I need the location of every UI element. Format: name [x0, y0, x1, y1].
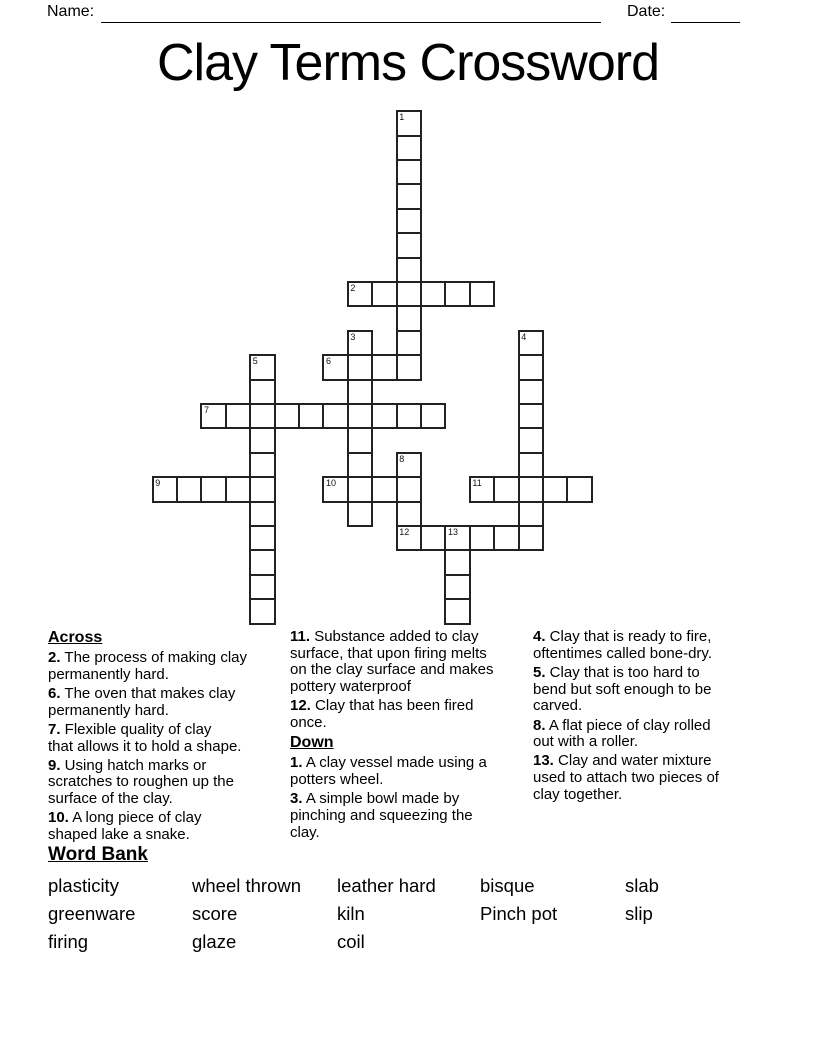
grid-cell[interactable]: [200, 476, 226, 502]
clue-number: 9.: [48, 756, 61, 774]
cell-number: 6: [325, 356, 331, 367]
cell-number: 8: [399, 453, 405, 464]
word-bank-item: kiln: [337, 903, 365, 924]
crossword-grid: [152, 110, 594, 625]
grid-cell[interactable]: [347, 452, 373, 478]
grid-cell[interactable]: [469, 525, 495, 551]
grid-cell[interactable]: [371, 476, 397, 502]
grid-cell[interactable]: [566, 476, 592, 502]
grid-cell[interactable]: [518, 354, 544, 380]
cell-number: 2: [350, 283, 356, 294]
grid-cell[interactable]: [518, 330, 544, 356]
grid-cell[interactable]: [396, 183, 422, 209]
grid-cell[interactable]: [249, 501, 275, 527]
grid-cell[interactable]: [249, 476, 275, 502]
grid-cell[interactable]: [542, 476, 568, 502]
grid-cell[interactable]: [249, 403, 275, 429]
word-bank-item: coil: [337, 931, 365, 952]
clue: 13. Clay and water mixture used to attach two pieces of clay together.: [533, 752, 719, 803]
word-bank-item: slip: [625, 903, 653, 924]
grid-cell[interactable]: [396, 354, 422, 380]
clue-number: 10.: [48, 809, 69, 827]
clue-number: 13.: [533, 752, 554, 770]
name-line[interactable]: [101, 7, 601, 23]
grid-cell[interactable]: [322, 476, 348, 502]
clue-list-heading-across: Across: [48, 629, 103, 646]
clue: 12. Clay that has been fired once.: [290, 697, 474, 732]
grid-cell[interactable]: [347, 427, 373, 453]
clue: 3. A simple bowl made by pinching and squeezing the clay.: [290, 790, 473, 841]
grid-cell[interactable]: [396, 281, 422, 307]
clue-number: 12.: [290, 697, 311, 715]
cell-number: 12: [399, 527, 410, 538]
grid-cell[interactable]: [518, 476, 544, 502]
grid-cell[interactable]: [396, 452, 422, 478]
grid-cell[interactable]: [420, 525, 446, 551]
grid-cell[interactable]: [518, 452, 544, 478]
clue: 11. Substance added to clay surface, that upon firing melts on the clay surface and makes pottery waterproof: [290, 628, 494, 696]
word-bank-item: leather hard: [337, 875, 436, 896]
grid-cell[interactable]: [371, 403, 397, 429]
clue: 2. The process of making clay permanently hard.: [48, 649, 247, 683]
clue: 7. Flexible quality of clay that allows it to hold a shape.: [48, 720, 242, 755]
cell-number: 13: [447, 527, 458, 538]
clues-column-middle: [290, 629, 532, 844]
grid-cell[interactable]: [152, 476, 178, 502]
date-line[interactable]: [671, 7, 740, 23]
grid-cell[interactable]: [249, 574, 275, 600]
grid-cell[interactable]: [420, 281, 446, 307]
grid-cell[interactable]: [347, 281, 373, 307]
clue: 5. Clay that is too hard to bend but soft enough to be carved.: [533, 663, 712, 715]
grid-cell[interactable]: [347, 354, 373, 380]
grid-cell[interactable]: [322, 354, 348, 380]
grid-cell[interactable]: [396, 208, 422, 234]
grid-cell[interactable]: [176, 476, 202, 502]
grid-cell[interactable]: [444, 281, 470, 307]
cell-number: 9: [155, 478, 161, 489]
grid-cell[interactable]: [225, 476, 251, 502]
word-bank-list: [48, 874, 770, 955]
grid-cell[interactable]: [347, 330, 373, 356]
word-bank-item: score: [192, 903, 238, 924]
word-bank-item: bisque: [480, 875, 535, 896]
clue-number: 2.: [48, 649, 61, 666]
word-bank-item: slab: [625, 875, 659, 896]
grid-cell[interactable]: [469, 281, 495, 307]
clue-list-heading-down: Down: [290, 734, 334, 752]
grid-cell[interactable]: [396, 476, 422, 502]
clue-number: 11.: [290, 628, 311, 645]
grid-cell[interactable]: [518, 427, 544, 453]
clue-number: 3.: [290, 790, 303, 808]
grid-cell[interactable]: [322, 403, 348, 429]
grid-cell[interactable]: [396, 305, 422, 331]
grid-cell[interactable]: [444, 574, 470, 600]
grid-cell[interactable]: [518, 525, 544, 551]
word-bank-item: glaze: [192, 931, 237, 952]
clues-column-right: [533, 629, 775, 806]
grid-cell[interactable]: [444, 549, 470, 575]
grid-cell[interactable]: [396, 257, 422, 283]
grid-cell[interactable]: [493, 476, 519, 502]
cell-number: 4: [521, 331, 527, 342]
clue-number: 8.: [533, 716, 546, 734]
clue-number: 7.: [48, 720, 61, 738]
clue-number: 6.: [48, 684, 61, 702]
clue: 10. A long piece of clay shaped lake a snake.: [48, 809, 202, 844]
grid-cell[interactable]: [396, 110, 422, 136]
cell-number: 5: [252, 356, 258, 367]
grid-cell[interactable]: [225, 403, 251, 429]
cell-number: 7: [203, 405, 209, 416]
grid-cell[interactable]: [396, 330, 422, 356]
date-label: Date:: [627, 3, 666, 20]
clue-number: 5.: [533, 663, 546, 681]
grid-cell[interactable]: [347, 501, 373, 527]
grid-cell[interactable]: [396, 403, 422, 429]
grid-cell[interactable]: [347, 379, 373, 405]
word-bank: [48, 844, 770, 955]
clues-column-left: [48, 629, 290, 846]
grid-cell[interactable]: [518, 501, 544, 527]
grid-cell[interactable]: [347, 476, 373, 502]
grid-cell[interactable]: [371, 281, 397, 307]
grid-cell[interactable]: [396, 501, 422, 527]
grid-cell[interactable]: [249, 427, 275, 453]
grid-cell[interactable]: [396, 135, 422, 161]
grid-cell[interactable]: [347, 403, 373, 429]
grid-cell[interactable]: [420, 403, 446, 429]
grid-cell[interactable]: [249, 379, 275, 405]
grid-cell[interactable]: [396, 525, 422, 551]
grid-cell[interactable]: [444, 598, 470, 624]
cell-number: 1: [399, 112, 405, 123]
clue-number: 4.: [533, 628, 546, 645]
clue: 6. The oven that makes clay permanently hard.: [48, 684, 236, 719]
grid-cell[interactable]: [249, 354, 275, 380]
grid-cell[interactable]: [518, 379, 544, 405]
grid-cell[interactable]: [249, 452, 275, 478]
grid-cell[interactable]: [200, 403, 226, 429]
grid-cell[interactable]: [274, 403, 300, 429]
cell-number: 3: [350, 331, 356, 342]
clue-number: 1.: [290, 754, 303, 772]
grid-cell[interactable]: [444, 525, 470, 551]
grid-cell[interactable]: [469, 476, 495, 502]
page-title: Clay Terms Crossword: [156, 34, 660, 92]
grid-cell[interactable]: [493, 525, 519, 551]
grid-cell[interactable]: [371, 354, 397, 380]
grid-cell[interactable]: [396, 232, 422, 258]
grid-cell[interactable]: [249, 525, 275, 551]
grid-cell[interactable]: [396, 159, 422, 185]
name-label: Name:: [47, 3, 95, 20]
cell-number: 10: [325, 478, 336, 489]
clue: 4. Clay that is ready to fire, oftentimes called bone-dry.: [533, 628, 712, 662]
word-bank-item: plasticity: [48, 875, 119, 896]
word-bank-item: Pinch pot: [480, 903, 558, 924]
word-bank-item: firing: [48, 931, 89, 952]
grid-cell[interactable]: [298, 403, 324, 429]
word-bank-item: wheel thrown: [192, 875, 302, 896]
cell-number: 11: [472, 478, 482, 489]
grid-cell[interactable]: [249, 598, 275, 624]
clue: 1. A clay vessel made using a potters wheel.: [290, 754, 487, 788]
grid-cell[interactable]: [249, 549, 275, 575]
clue: 9. Using hatch marks or scratches to roughen up the surface of the clay.: [48, 756, 234, 808]
clue: 8. A flat piece of clay rolled out with a roller.: [533, 716, 711, 751]
word-bank-item: greenware: [48, 903, 136, 924]
grid-cell[interactable]: [518, 403, 544, 429]
word-bank-heading: Word Bank: [48, 844, 148, 865]
